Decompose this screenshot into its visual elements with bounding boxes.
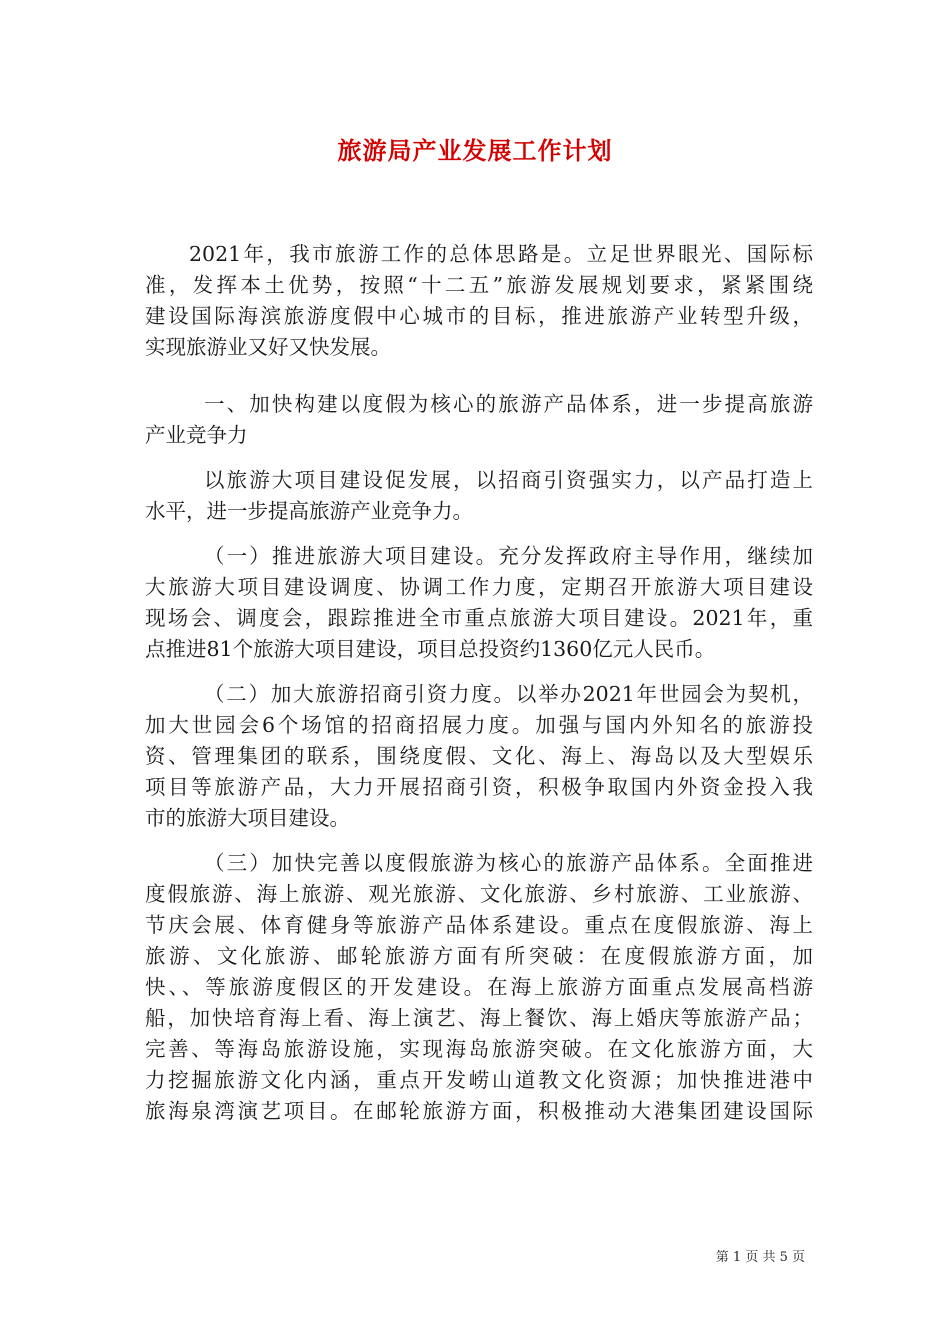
body-line: 以旅游大项目建设促发展，以招商引资强实力，以产品打造上	[204, 468, 813, 492]
body-line: 市的旅游大项目建设。	[145, 806, 350, 830]
body-line: 一、加快构建以度假为核心的旅游产品体系，进一步提高旅游	[204, 392, 813, 416]
body-line: 加大世园会6个场馆的招商招展力度。加强与国内外知名的旅游投	[145, 713, 813, 737]
body-line: 旅海泉湾演艺项目。在邮轮旅游方面，积极推动大港集团建设国际	[145, 1099, 813, 1123]
body-line: （二）加大旅游招商引资力度。以举办2021年世园会为契机，	[204, 682, 813, 706]
body-line: 现场会、调度会，跟踪推进全市重点旅游大项目建设。2021年，重	[145, 606, 813, 630]
body-line: 建设国际海滨旅游度假中心城市的目标，推进旅游产业转型升级，	[145, 304, 813, 328]
body-line: 准，发挥本土优势，按照“十二五”旅游发展规划要求，紧紧围绕	[145, 273, 813, 297]
body-line: 快、、等旅游度假区的开发建设。在海上旅游方面重点发展高档游	[145, 975, 813, 999]
body-line: （三）加快完善以度假旅游为核心的旅游产品体系。全面推进	[204, 851, 813, 875]
body-line: 2021年，我市旅游工作的总体思路是。立足世界眼光、国际标	[189, 242, 813, 266]
body-line: 项目等旅游产品，大力开展招商引资，积极争取国内外资金投入我	[145, 775, 813, 799]
body-line: 实现旅游业又好又快发展。	[145, 335, 391, 359]
body-line: 水平，进一步提高旅游产业竞争力。	[145, 499, 473, 523]
body-line: 节庆会展、体育健身等旅游产品体系建设。重点在度假旅游、海上	[145, 913, 813, 937]
body-line: 旅游、文化旅游、邮轮旅游方面有所突破：在度假旅游方面，加	[145, 944, 813, 968]
body-line: 度假旅游、海上旅游、观光旅游、文化旅游、乡村旅游、工业旅游、	[145, 882, 813, 906]
body-line: 力挖掘旅游文化内涵，重点开发崂山道教文化资源；加快推进港中	[145, 1068, 813, 1092]
body-line: 点推进81个旅游大项目建设，项目总投资约1360亿元人民币。	[145, 637, 716, 661]
body-line: 资、管理集团的联系，围绕度假、文化、海上、海岛以及大型娱乐	[145, 744, 813, 768]
body-line: 船，加快培育海上看、海上演艺、海上餐饮、海上婚庆等旅游产品；	[145, 1006, 813, 1030]
body-line: 完善、等海岛旅游设施，实现海岛旅游突破。在文化旅游方面，大	[145, 1037, 813, 1061]
body-line: （一）推进旅游大项目建设。充分发挥政府主导作用，继续加	[204, 544, 813, 568]
body-line: 大旅游大项目建设调度、协调工作力度，定期召开旅游大项目建设	[145, 575, 813, 599]
body-line: 产业竞争力	[145, 423, 248, 447]
page-footer: 第 1 页 共 5 页	[715, 1250, 805, 1265]
document-title: 旅游局产业发展工作计划	[337, 136, 613, 165]
